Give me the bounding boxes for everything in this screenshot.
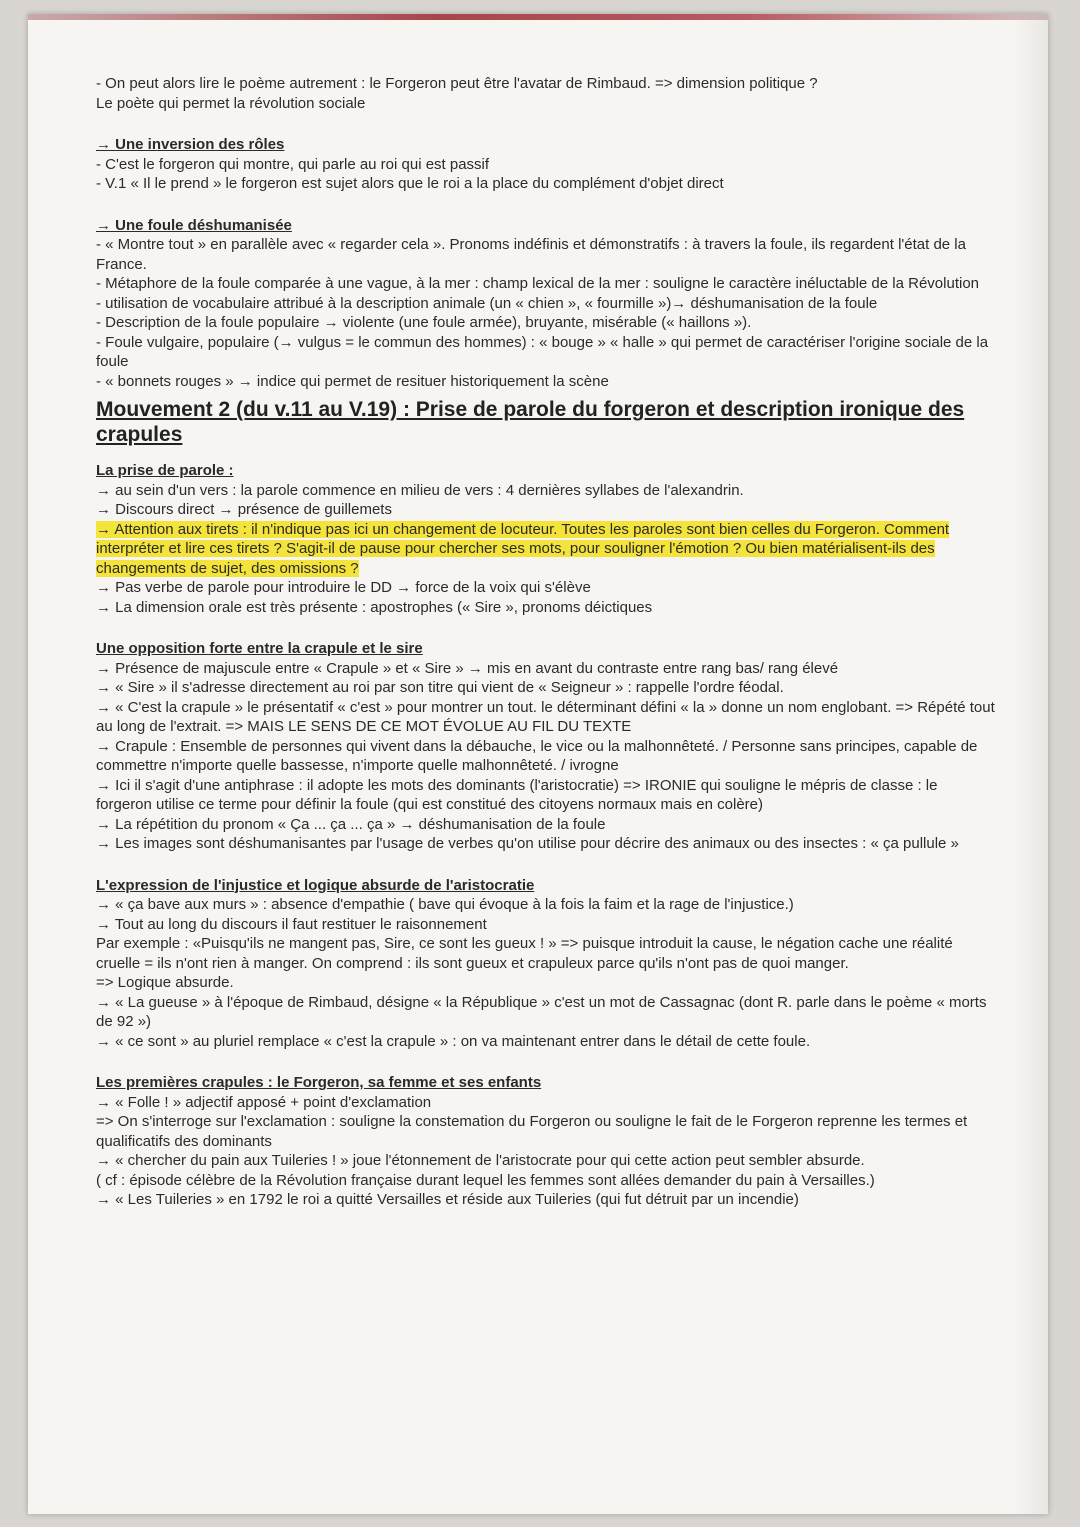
section-line: → au sein d'un vers : la parole commence en milieu de vers : 4 dernières syllabes de l'alexandrin. — [96, 481, 744, 499]
section-heading-premieres-crapules: Les premières crapules : le Forgeron, sa femme et ses enfants — [96, 1074, 542, 1091]
section-line: → La répétition du pronom « Ça ... ça ... ça » → déshumanisation de la foule — [96, 815, 606, 833]
movement-title: Mouvement 2 (du v.11 au V.19) : Prise de parole du forgeron et description ironique des crapules — [96, 398, 965, 446]
section-line: Par exemple : «Puisqu'ils ne mangent pas, Sire, ce sont les gueux ! » => puisque introduit la cause, le négation cache une réalité cruelle = ils n'ont rien à manger. On comprend : ils sont gueux et crapuleux parce qu'ils n'ont pas de quoi manger. — [96, 935, 953, 972]
section-heading-injustice: L'expression de l'injustice et logique absurde de l'aristocratie — [96, 876, 535, 894]
document-content — [96, 74, 996, 1210]
section-line: → Ici il s'agit d'une antiphrase : il adopte les mots des dominants (l'aristocratie) => IRONIE qui souligne le mépris de classe : le forgeron utilise ce terme pour définir la foule (qui est constitué des citoyens normaux mais en colère) — [96, 776, 938, 813]
section-heading-opposition: Une opposition forte entre la crapule et le sire — [96, 640, 423, 657]
intro-line-2: Le poète qui permet la révolution sociale — [96, 94, 366, 112]
section-heading-prise-de-parole: La prise de parole : — [96, 462, 234, 479]
section-line: → « La gueuse » à l'époque de Rimbaud, désigne « la République » c'est un mot de Cassagnac (dont R. parle dans le poème « morts de 92 ») — [96, 993, 987, 1030]
section-line: - Foule vulgaire, populaire (→ vulgus = le commun des hommes) : « bouge » « halle » qui permet de caractériser l'origine sociale de la foule — [96, 333, 989, 370]
section-line: → « Sire » il s'adresse directement au roi par son titre qui vient de « Seigneur » : rappelle l'ordre féodal. — [96, 679, 784, 696]
binder-edge — [28, 14, 1048, 20]
section-line: - utilisation de vocabulaire attribué à la description animale (un « chien », « fourmille »)→ déshumanisation de la foule — [96, 294, 878, 312]
section-line: → « ce sont » au pluriel remplace « c'est la crapule » : on va maintenant entrer dans le détail de cette foule. — [96, 1032, 811, 1050]
section-line: - C'est le forgeron qui montre, qui parle au roi qui est passif — [96, 155, 490, 173]
section-line: - « Montre tout » en parallèle avec « regarder cela ». Pronoms indéfinis et démonstratifs : à travers la foule, ils regardent l'état de la France. — [96, 236, 966, 273]
section-line: → « chercher du pain aux Tuileries ! » joue l'étonnement de l'aristocrate pour qui cette action peut sembler absurde. — [96, 1152, 865, 1169]
intro-line-1: - On peut alors lire le poème autrement : le Forgeron peut être l'avatar de Rimbaud. => dimension politique ? — [96, 75, 818, 92]
section-line: → Tout au long du discours il faut restituer le raisonnement — [96, 915, 487, 933]
section-line: → « Les Tuileries » en 1792 le roi a quitté Versailles et réside aux Tuileries (qui fut détruit par un incendie) — [96, 1191, 799, 1208]
section-line: → « C'est la crapule » le présentatif « c'est » pour montrer un tout. le déterminant défini « la » donne un nom englobant. => Répété tout au long de l'extrait. => MAIS LE SENS DE CE MOT ÉVOLUE AU FIL DU TEXTE — [96, 698, 995, 735]
section-line: => On s'interroge sur l'exclamation : souligne la constemation du Forgeron ou souligne le fait de le Forgeron reprenne les termes et qualificatifs des dominants — [96, 1113, 968, 1150]
section-heading-foule: → Une foule déshumanisée — [96, 216, 292, 234]
section-line: => Logique absurde. — [96, 974, 234, 991]
page-shadow — [1014, 14, 1048, 1514]
section-line: ( cf : épisode célèbre de la Révolution française durant lequel les femmes sont allées demander du pain à Versailles.) — [96, 1171, 875, 1189]
section-line: → « ça bave aux murs » : absence d'empathie ( bave qui évoque à la fois la faim et la rage de l'injustice.) — [96, 896, 794, 913]
section-line: → Discours direct → présence de guillemets — [96, 501, 392, 518]
section-heading-inversion: → Une inversion des rôles — [96, 136, 285, 153]
section-line: - V.1 « Il le prend » le forgeron est sujet alors que le roi a la place du complément d'objet direct — [96, 175, 724, 192]
section-line: → La dimension orale est très présente : apostrophes (« Sire », pronoms déictiques — [96, 598, 653, 616]
highlighted-note: → Attention aux tirets : il n'indique pas ici un changement de locuteur. Toutes les paroles sont bien celles du Forgeron. Comment interpréter et lire ces tirets ? S'agit-il de pause pour chercher ses mots, pour souligner l'émotion ? Ou bien matérialisent-ils des changements de sujet, des omissions ? — [96, 520, 950, 577]
section-line: → Les images sont déshumanisantes par l'usage de verbes qu'on utilise pour décrire des animaux ou des insectes : « ça pullule » — [96, 835, 959, 852]
section-line: → Crapule : Ensemble de personnes qui vivent dans la débauche, le vice ou la malhonnêteté. / Personne sans principes, capable de commettre n'importe quelle bassesse, n'importe quelle malhonnêteté. / ivrogne — [96, 737, 978, 774]
section-line: → Présence de majuscule entre « Crapule » et « Sire » → mis en avant du contraste entre rang bas/ rang élevé — [96, 659, 839, 677]
section-line: - « bonnets rouges » → indice qui permet de resituer historiquement la scène — [96, 372, 609, 390]
section-line: - Métaphore de la foule comparée à une vague, à la mer : champ lexical de la mer : souligne le caractère inéluctable de la Révolution — [96, 275, 980, 292]
document-page — [28, 14, 1048, 1514]
section-line: → Pas verbe de parole pour introduire le DD → force de la voix qui s'élève — [96, 579, 591, 596]
section-line: → « Folle ! » adjectif apposé + point d'exclamation — [96, 1093, 432, 1111]
section-line: - Description de la foule populaire → violente (une foule armée), bruyante, misérable (« haillons »). — [96, 314, 752, 331]
